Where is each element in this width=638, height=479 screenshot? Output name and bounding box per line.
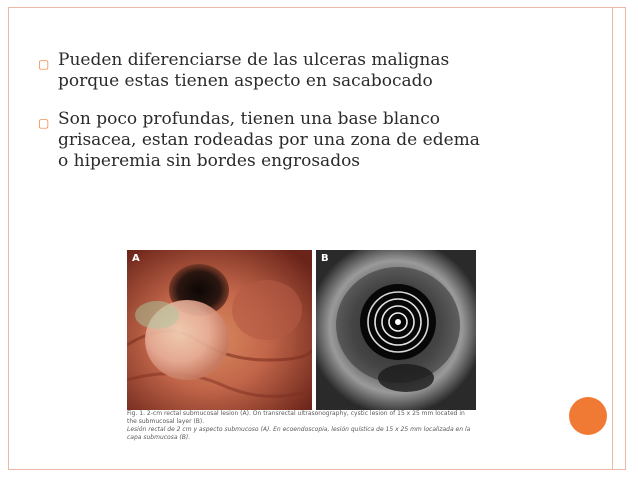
bullet-list bbox=[38, 50, 578, 189]
bullet-text: Son poco profundas, tienen una base blanco grisacea, estan rodeadas por una zona de edema o hiperemia sin bordes engrosados bbox=[58, 109, 480, 171]
bullet-text: Pueden diferenciarse de las ulceras malignas porque estas tienen aspecto en sacabocado bbox=[58, 50, 450, 91]
bullet-item-1 bbox=[38, 50, 578, 92]
square-bullet-icon: ▢ bbox=[38, 57, 50, 71]
caption-english: Fig. 1. 2-cm rectal submucosal lesion (A). On transrectal ultrasonography, cystic lesion of 15 x 25 mm located in the submucosal layer (B). bbox=[127, 410, 465, 425]
caption-spanish: Lesión rectal de 2 cm y aspecto submucoso (A). En ecoendoscopia, lesión quística de 15 x 25 mm localizada en la capa submucosa (B). bbox=[127, 426, 471, 441]
panel-a-label: A bbox=[132, 253, 140, 264]
endoscopy-image bbox=[127, 250, 312, 410]
figure-caption bbox=[127, 410, 475, 442]
orange-circle-decoration bbox=[569, 397, 607, 435]
slide-frame-line bbox=[612, 7, 613, 470]
medical-figure bbox=[123, 250, 475, 455]
square-bullet-icon: ▢ bbox=[38, 116, 50, 130]
ultrasound-illustration bbox=[316, 250, 476, 410]
panel-b-label: B bbox=[321, 253, 329, 264]
ultrasound-image bbox=[316, 250, 476, 410]
endoscopy-illustration bbox=[127, 250, 312, 410]
bullet-item-2 bbox=[38, 109, 578, 172]
